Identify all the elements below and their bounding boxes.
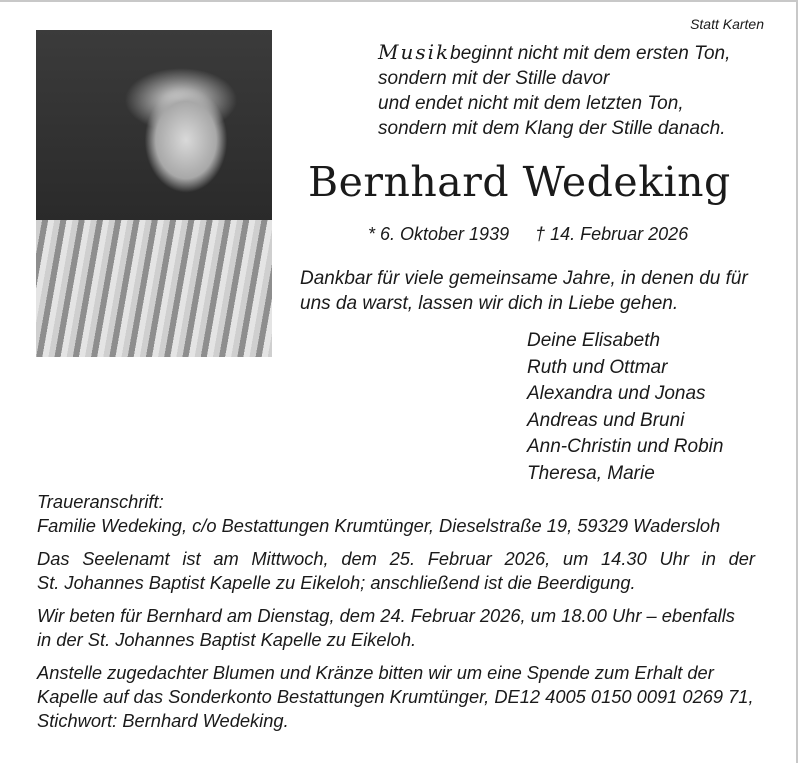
portrait-photo (36, 30, 272, 357)
family-member: Theresa, Marie (527, 462, 655, 484)
family-member: Deine Elisabeth (527, 330, 661, 351)
family-member: Ann-Christin und Robin (527, 436, 724, 457)
poem (378, 40, 730, 141)
family-member: Andreas und Bruni (527, 409, 685, 431)
poem-line (378, 40, 730, 66)
deceased-name: Bernhard Wedeking (308, 158, 731, 206)
thanks-line: Dankbar für viele gemeinsame Jahre, in denen du für (300, 268, 748, 289)
poem-line: sondern mit dem Klang der Stille danach. (378, 118, 726, 139)
poem-line: und endet nicht mit dem letzten Ton, (378, 93, 684, 114)
notices (37, 490, 755, 742)
thanks-line: uns da warst, lassen wir dich in Liebe gehen. (300, 293, 679, 314)
prayer-line: in der St. Johannes Baptist Kapelle zu Eikeloh. (37, 629, 417, 650)
requiem-notice (37, 547, 755, 595)
birth-date: * 6. Oktober 1939 (368, 224, 510, 244)
poem-text: beginnt nicht mit dem ersten Ton, (450, 43, 731, 64)
prayer-line: Wir beten für Bernhard am Dienstag, dem 24. Februar 2026, um 18.00 Uhr – ebenfalls (37, 605, 735, 626)
script-word-musik: Musik (378, 40, 451, 64)
requiem-line: Das Seelenamt ist am Mittwoch, dem 25. Februar 2026, um 14.30 Uhr in der (37, 548, 755, 569)
poem-line: sondern mit der Stille davor (378, 68, 610, 89)
address-block (37, 490, 755, 538)
death-date: † 14. Februar 2026 (535, 224, 689, 244)
family-list (527, 328, 723, 487)
requiem-line: St. Johannes Baptist Kapelle zu Eikeloh; anschließend ist die Beerdigung. (37, 572, 636, 593)
family-member: Alexandra und Jonas (527, 383, 706, 404)
donation-notice (37, 661, 755, 733)
family-member: Ruth und Ottmar (527, 356, 668, 378)
donation-line: Stichwort: Bernhard Wedeking. (37, 710, 289, 731)
address-label: Traueranschrift: (37, 491, 164, 512)
donation-line: Kapelle auf das Sonderkonto Bestattungen Krumtünger, DE12 4005 0150 0091 0269 71, (37, 686, 754, 707)
address: Familie Wedeking, c/o Bestattungen Krumtünger, Dieselstraße 19, 59329 Wadersloh (37, 515, 721, 536)
life-dates (368, 224, 714, 245)
donation-line: Anstelle zugedachter Blumen und Kränze bitten wir um eine Spende zum Erhalt der (37, 662, 714, 683)
statt-karten-label: Statt Karten (690, 16, 764, 32)
prayer-notice (37, 604, 755, 652)
thanks-text (300, 266, 748, 316)
